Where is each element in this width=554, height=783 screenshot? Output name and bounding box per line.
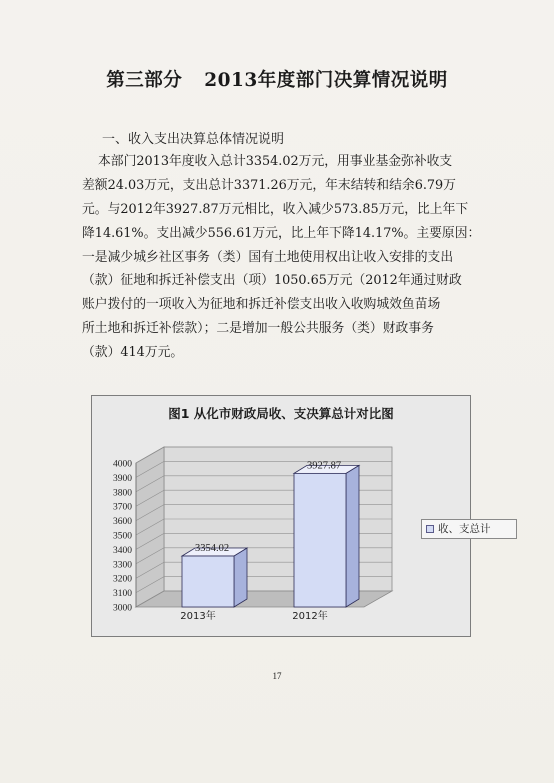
page-number: 17 [272,671,282,681]
y-tick-label: 3100 [113,589,132,600]
bar-side [234,548,247,607]
bar-side [346,465,359,607]
chart-legend [421,519,517,539]
y-tick-label: 3000 [113,603,132,614]
y-tick-label: 4000 [113,459,132,470]
y-tick-label: 3600 [113,517,132,528]
y-tick-label: 3200 [113,574,132,585]
paragraph-line: 差额24.03万元，支出总计3371.26万元，年末结转和结余6.79万 [82,177,456,193]
data-label: 3927.87 [306,460,342,472]
x-category-label: 2013年 [180,611,216,622]
heading-part: 第三部分 [106,70,183,91]
y-tick-label: 3300 [113,560,132,571]
paragraph-line: （款）414万元。 [82,345,184,361]
y-tick-label: 3700 [113,502,132,513]
legend-label: 收、支总计 [438,523,491,535]
bar [182,556,234,607]
paragraph-line: 本部门2013年度收入总计3354.02万元，用事业基金弥补收支 [98,154,453,169]
data-label: 3354.02 [194,543,230,555]
chart-title: 图1 从化市财政局收、支决算总计对比图 [168,406,394,421]
y-tick-label: 3800 [113,488,132,499]
paragraph-line: （款）征地和拆迁补偿支出（项）1050.65万元（2012年通过财政 [82,273,462,289]
heading-title: 2013年度部门决算情况说明 [204,70,448,91]
paragraph-line: 一是减少城乡社区事务（类）国有土地使用权出让收入安排的支出 [82,249,454,265]
x-category-label: 2012年 [292,611,328,622]
y-tick-label: 3900 [113,473,132,484]
paragraph-line: 降14.61%。支出减少556.61万元，比上年下降14.17%。主要原因： [82,225,481,241]
legend-swatch [426,525,434,533]
paragraph-line: 账户拨付的一项收入为征地和拆迁补偿支出收入收购城效鱼苗场 [82,297,441,313]
section-heading: 一、收入支出决算总体情况说明 [102,132,285,147]
y-tick-label: 3500 [113,531,132,542]
paragraph-line: 元。与2012年3927.87万元相比，收入减少573.85万元，比上年下 [82,201,469,217]
bar [294,473,346,607]
paragraph-line: 所土地和拆迁补偿款）；二是增加一般公共服务（类）财政事务 [82,321,434,337]
y-tick-label: 3400 [113,545,132,556]
